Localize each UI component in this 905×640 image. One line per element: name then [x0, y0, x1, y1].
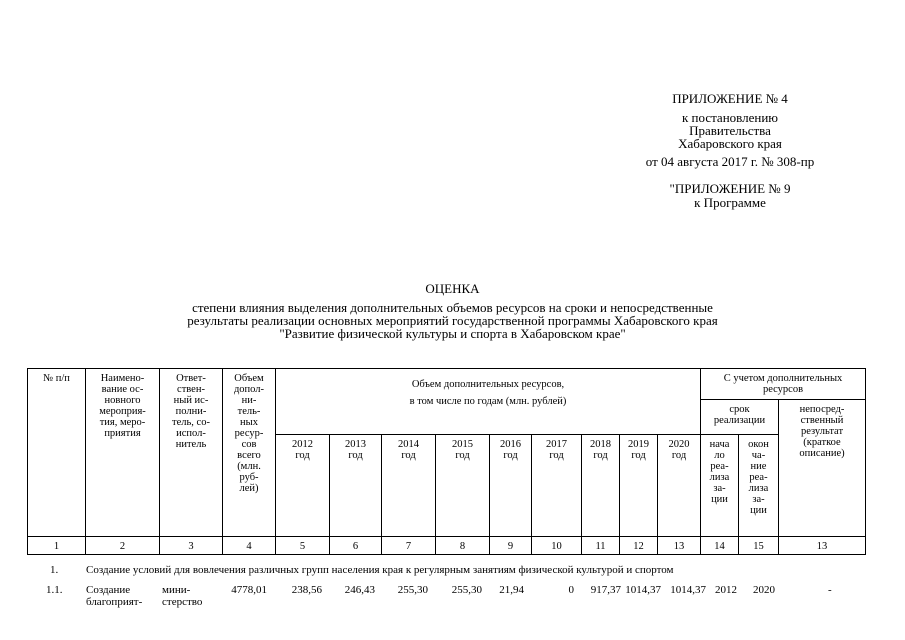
section-text: Создание условий для вовлечения различных групп населения края к регулярным занятиям физической культурой и спортом: [86, 564, 674, 576]
col-number: 12: [620, 537, 658, 555]
header-volume: Объем допол- ни- тель- ных ресур- сов всего (млн. руб- лей): [223, 369, 276, 537]
header-end: окон ча- ние реа- лиза за- ции: [739, 435, 779, 537]
appendix-line-3: Хабаровского края: [678, 136, 782, 151]
header-year-2012: 2012 год: [276, 435, 330, 537]
item-result: -: [828, 584, 832, 596]
col-number: 3: [160, 537, 223, 555]
item-value-2017: 0: [568, 584, 574, 596]
appendix-line-2: Правительства: [689, 123, 771, 138]
item-start: 2012: [715, 584, 737, 596]
appendix-line-1: к постановлению: [681, 110, 779, 125]
col-number: 10: [532, 537, 582, 555]
header-year-2017: 2017 год: [532, 435, 582, 537]
header-start: нача ло реа- лиза за- ции: [701, 435, 739, 537]
item-end: 2020: [753, 584, 775, 596]
col-number: 1: [28, 537, 86, 555]
item-value-2020: 1014,37: [670, 584, 706, 596]
header-additional-resources-line-1: Объем дополнительных ресурсов,: [411, 379, 565, 390]
item-number: 1.1.: [46, 584, 63, 596]
col-number: 5: [276, 537, 330, 555]
item-name-line-2: благоприят-: [86, 596, 143, 608]
table-row: [0, 585, 905, 613]
header-num: № п/п: [28, 369, 86, 537]
header-additional-resources: [276, 369, 701, 435]
header-responsible: Ответ- ствен- ный ис- полни- тель, со- испол- нитель: [160, 369, 223, 537]
item-value-2013: 246,43: [344, 584, 375, 596]
header-result: непосред- ственный результат (краткое описание): [779, 400, 866, 537]
item-value-2016: 21,94: [499, 584, 524, 596]
item-total: 4778,01: [231, 584, 267, 596]
header-year-2013: 2013 год: [330, 435, 382, 537]
col-number: 6: [330, 537, 382, 555]
item-value-2015: 255,30: [451, 584, 482, 596]
header-year-2018: 2018 год: [582, 435, 620, 537]
header-year-2014: 2014 год: [382, 435, 436, 537]
assessment-table: [27, 368, 866, 555]
col-number: 8: [436, 537, 490, 555]
item-value-2018: 917,37: [590, 584, 621, 596]
col-number: 4: [223, 537, 276, 555]
document-subtitle-2: результаты реализации основных мероприятий государственной программы Хабаровского края: [187, 313, 718, 328]
appendix-title: ПРИЛОЖЕНИЕ № 4: [672, 91, 788, 106]
item-responsible-line-2: стерство: [162, 596, 203, 608]
header-considering: С учетом дополнительных ресурсов: [701, 369, 866, 400]
col-number: 9: [490, 537, 532, 555]
appendix-line-4: от 04 августа 2017 г. № 308-пр: [645, 154, 815, 169]
header-name: Наимено- вание ос- новного мероприя- тия, меро- приятия: [86, 369, 160, 537]
item-value-2019: 1014,37: [625, 584, 661, 596]
column-numbers-row: [28, 537, 866, 555]
item-value-2012: 238,56: [291, 584, 322, 596]
document-subtitle-1: степени влияния выделения дополнительных объемов ресурсов на сроки и непосредственные: [192, 300, 713, 315]
header-year-2019: 2019 год: [620, 435, 658, 537]
col-number: 7: [382, 537, 436, 555]
header-year-2020: 2020 год: [658, 435, 701, 537]
item-name-line-1: Создание: [86, 584, 131, 596]
item-value-2014: 255,30: [397, 584, 428, 596]
appendix-9-title: "ПРИЛОЖЕНИЕ № 9: [669, 181, 791, 196]
document-subtitle-3: "Развитие физической культуры и спорта в Хабаровском крае": [279, 326, 626, 341]
col-number: 2: [86, 537, 160, 555]
section-number: 1.: [50, 564, 59, 576]
item-responsible-line-1: мини-: [162, 584, 191, 596]
section-row: [0, 565, 905, 579]
header-term: срок реализации: [701, 400, 779, 435]
col-number: 15: [739, 537, 779, 555]
header-year-2016: 2016 год: [490, 435, 532, 537]
col-number: 11: [582, 537, 620, 555]
header-year-2015: 2015 год: [436, 435, 490, 537]
col-number: 13: [779, 537, 866, 555]
document-title: ОЦЕНКА: [425, 281, 480, 296]
appendix-9-program: к Программе: [694, 195, 766, 210]
col-number: 13: [658, 537, 701, 555]
col-number: 14: [701, 537, 739, 555]
header-additional-resources-line-2: в том числе по годам (млн. рублей): [409, 396, 567, 407]
